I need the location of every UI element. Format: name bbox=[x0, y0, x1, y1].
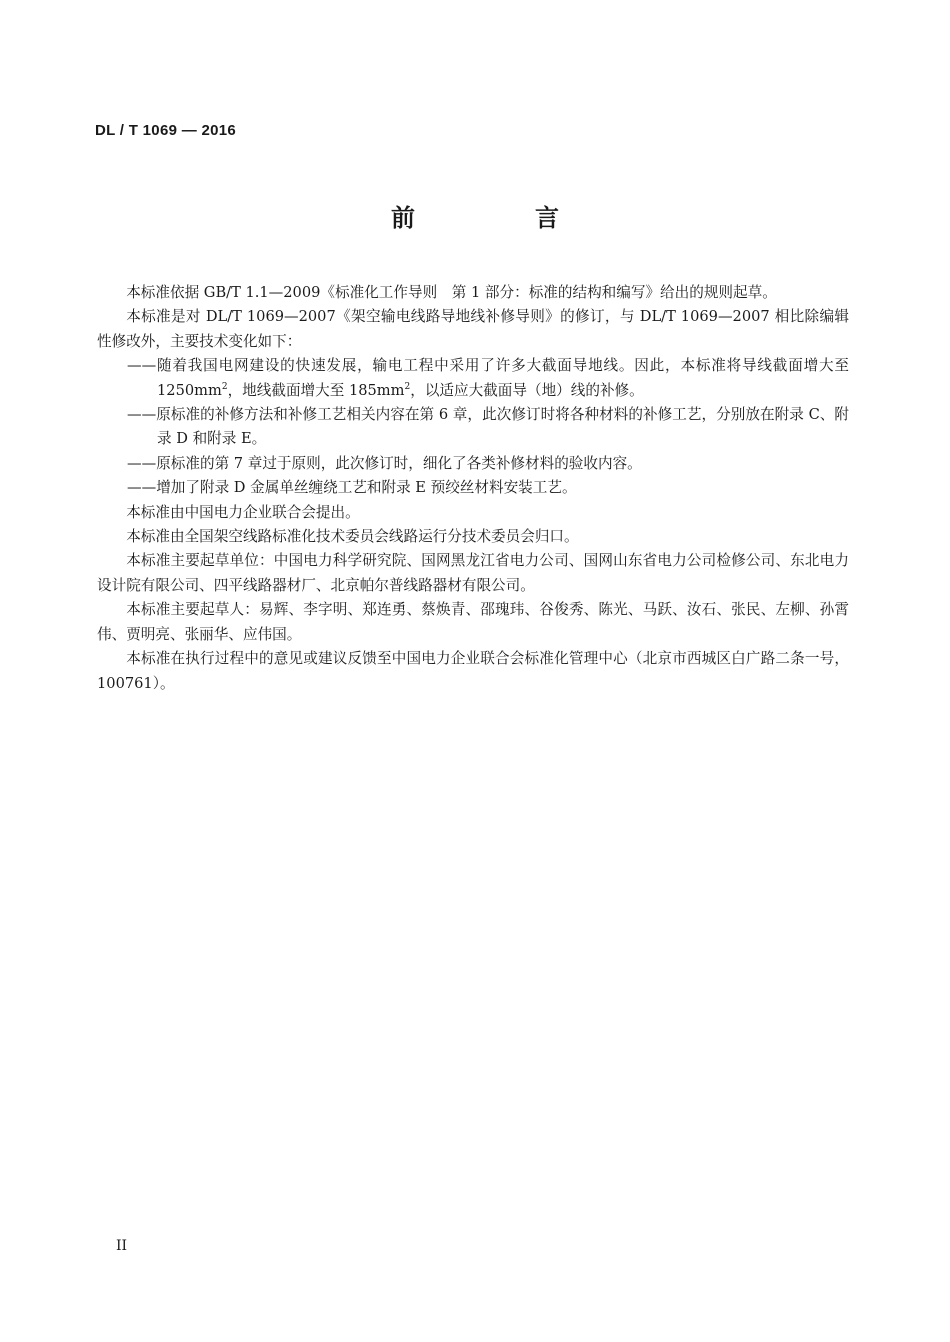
superscript: 2 bbox=[404, 381, 411, 392]
paragraph-feedback: 本标准在执行过程中的意见或建议反馈至中国电力企业联合会标准化管理中心（北京市西城区白广路二条一号，100761）。 bbox=[97, 650, 849, 692]
list-item-appendix-added: ——增加了附录 D 金属单丝缠绕工艺和附录 E 预绞丝材料安装工艺。 bbox=[127, 479, 577, 497]
foreword-body bbox=[97, 281, 849, 696]
superscript: 2 bbox=[221, 381, 228, 392]
paragraph-drafting-rules: 本标准依据 GB/T 1.1—2009《标准化工作导则 第 1 部分：标准的结构和编写》给出的规则起草。 bbox=[126, 284, 777, 301]
standard-code: DL / T 1069 — 2016 bbox=[95, 122, 237, 139]
page-title: 前 言 bbox=[391, 204, 607, 232]
page-number: II bbox=[116, 1238, 128, 1254]
list-item-section-increase bbox=[97, 354, 849, 403]
paragraph-drafters: 本标准主要起草人：易辉、李字明、郑连勇、蔡焕青、邵瑰玮、谷俊秀、陈光、马跃、汝石、张民、左柳、孙霄伟、贾明亮、张丽华、应伟国。 bbox=[97, 601, 849, 643]
paragraph-managed-by: 本标准由全国架空线路标准化技术委员会线路运行分技术委员会归口。 bbox=[126, 528, 579, 546]
list-item-acceptance: ——原标准的第 7 章过于原则，此次修订时，细化了各类补修材料的验收内容。 bbox=[127, 454, 642, 472]
paragraph-drafting-units: 本标准主要起草单位：中国电力科学研究院、国网黑龙江省电力公司、国网山东省电力公司检修公司、东北电力设计院有限公司、四平线路器材厂、北京帕尔普线路器材有限公司。 bbox=[97, 552, 849, 594]
list-item-text: ，地线截面增大至 185mm bbox=[227, 381, 405, 399]
paragraph-revision-summary: 本标准是对 DL/T 1069—2007《架空输电线路导地线补修导则》的修订，与 DL/T 1069—2007 相比除编辑性修改外，主要技术变化如下： bbox=[97, 308, 849, 350]
paragraph-proposed-by: 本标准由中国电力企业联合会提出。 bbox=[126, 503, 360, 521]
list-item-text: ——随着我国电网建设的快速发展，输电工程中采用了许多大截面导地线。因此，本标准将导线截面增大至 1250mm bbox=[127, 357, 849, 399]
list-item-text: ，以适应大截面导（地）线的补修。 bbox=[410, 381, 644, 399]
list-item-repair-process: ——原标准的补修方法和补修工艺相关内容在第 6 章，此次修订时将各种材料的补修工艺，分别放在附录 C、附录 D 和附录 E。 bbox=[127, 406, 849, 448]
